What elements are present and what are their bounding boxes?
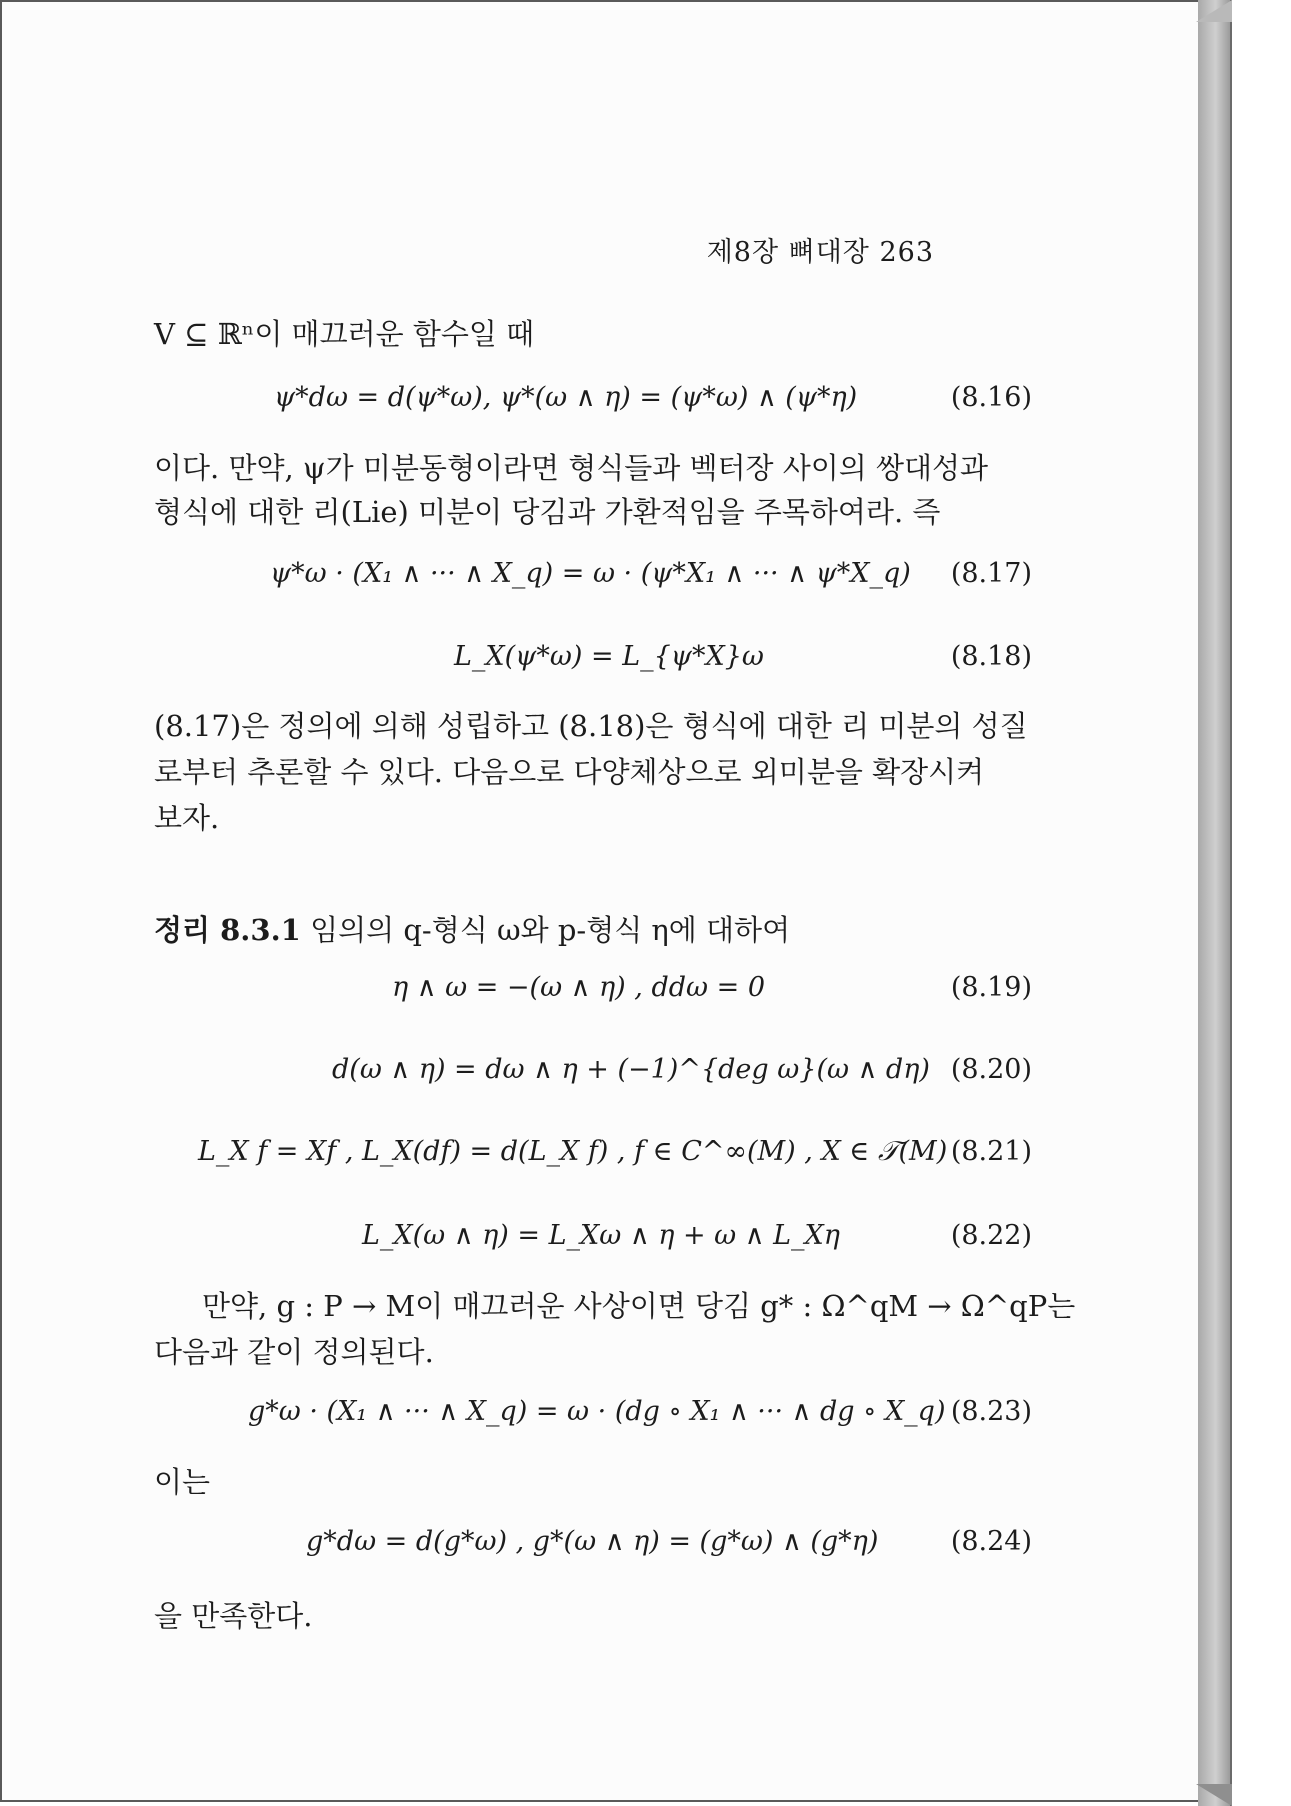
equation-8-21: [152, 1136, 1032, 1176]
equation-number: (8.21): [950, 1136, 1032, 1167]
paragraph-line: 이는: [154, 1465, 211, 1499]
paragraph-line: 형식에 대한 리(Lie) 미분이 당김과 가환적임을 주목하여라. 즉: [154, 495, 941, 529]
equation-8-19: [152, 972, 1032, 1012]
equation-math: ψ*dω = d(ψ*ω), ψ*(ω ∧ η) = (ψ*ω) ∧ (ψ*η): [274, 382, 858, 413]
equation-number: (8.17): [950, 558, 1032, 589]
equation-number: (8.22): [950, 1220, 1032, 1251]
theorem-statement: 임의의 q-형식 ω와 p-형식 η에 대하여: [310, 913, 791, 947]
equation-math: d(ω ∧ η) = dω ∧ η + (−1)^{deg ω}(ω ∧ dη): [332, 1054, 930, 1085]
equation-8-22: [152, 1220, 1032, 1260]
paragraph-line: 보자.: [154, 801, 220, 835]
equation-number: (8.24): [950, 1526, 1032, 1557]
equation-math: g*dω = d(g*ω) , g*(ω ∧ η) = (g*ω) ∧ (g*η): [306, 1526, 879, 1557]
equation-8-23: [152, 1396, 1032, 1436]
running-head: 제8장 뼈대장 263: [706, 237, 934, 268]
paragraph-line: 만약, g : P → M이 매끄러운 사상이면 당김 g* : Ω^qM → Ω^qP는: [202, 1289, 1076, 1323]
paragraph-line: 다음과 같이 정의된다.: [154, 1335, 434, 1369]
paragraph-line: V ⊆ ℝⁿ이 매끄러운 함수일 때: [154, 317, 535, 351]
equation-number: (8.19): [950, 972, 1032, 1003]
paragraph-line: 로부터 추론할 수 있다. 다음으로 다양체상으로 외미분을 확장시켜: [154, 755, 985, 789]
equation-8-16: [152, 382, 1032, 422]
equation-math: L_X f = Xf , L_X(df) = d(L_X f) , f ∈ C^∞(M) , X ∈ 𝒯(M): [198, 1136, 948, 1167]
equation-8-20: [152, 1054, 1032, 1094]
book-spine: [1198, 0, 1232, 1806]
equation-math: L_X(ψ*ω) = L_{ψ*X}ω: [454, 641, 764, 672]
equation-math: η ∧ ω = −(ω ∧ η) , ddω = 0: [392, 972, 766, 1003]
paragraph-line: (8.17)은 정의에 의해 성립하고 (8.18)은 형식에 대한 리 미분의 성질: [154, 709, 1028, 743]
equation-math: ψ*ω · (X₁ ∧ ··· ∧ X_q) = ω · (ψ*X₁ ∧ ··· ∧ ψ*X_q): [270, 558, 911, 589]
equation-number: (8.23): [950, 1396, 1032, 1427]
equation-number: (8.18): [950, 641, 1032, 672]
spine-top-bevel: [1196, 0, 1232, 22]
equation-number: (8.20): [950, 1054, 1032, 1085]
spine-bottom-bevel: [1196, 1784, 1232, 1806]
paragraph-line: 을 만족한다.: [154, 1599, 313, 1633]
equation-math: g*ω · (X₁ ∧ ··· ∧ X_q) = ω · (dg ∘ X₁ ∧ ··· ∧ dg ∘ X_q): [248, 1396, 946, 1427]
equation-8-17: [152, 558, 1032, 598]
equation-number: (8.16): [950, 382, 1032, 413]
equation-math: L_X(ω ∧ η) = L_Xω ∧ η + ω ∧ L_Xη: [362, 1220, 840, 1251]
equation-8-24: [152, 1526, 1032, 1566]
paragraph-line: 이다. 만약, ψ가 미분동형이라면 형식들과 벡터장 사이의 쌍대성과: [154, 451, 989, 485]
theorem-label: 정리 8.3.1: [154, 913, 301, 947]
theorem-heading: [154, 908, 1034, 952]
equation-8-18: [152, 641, 1032, 681]
